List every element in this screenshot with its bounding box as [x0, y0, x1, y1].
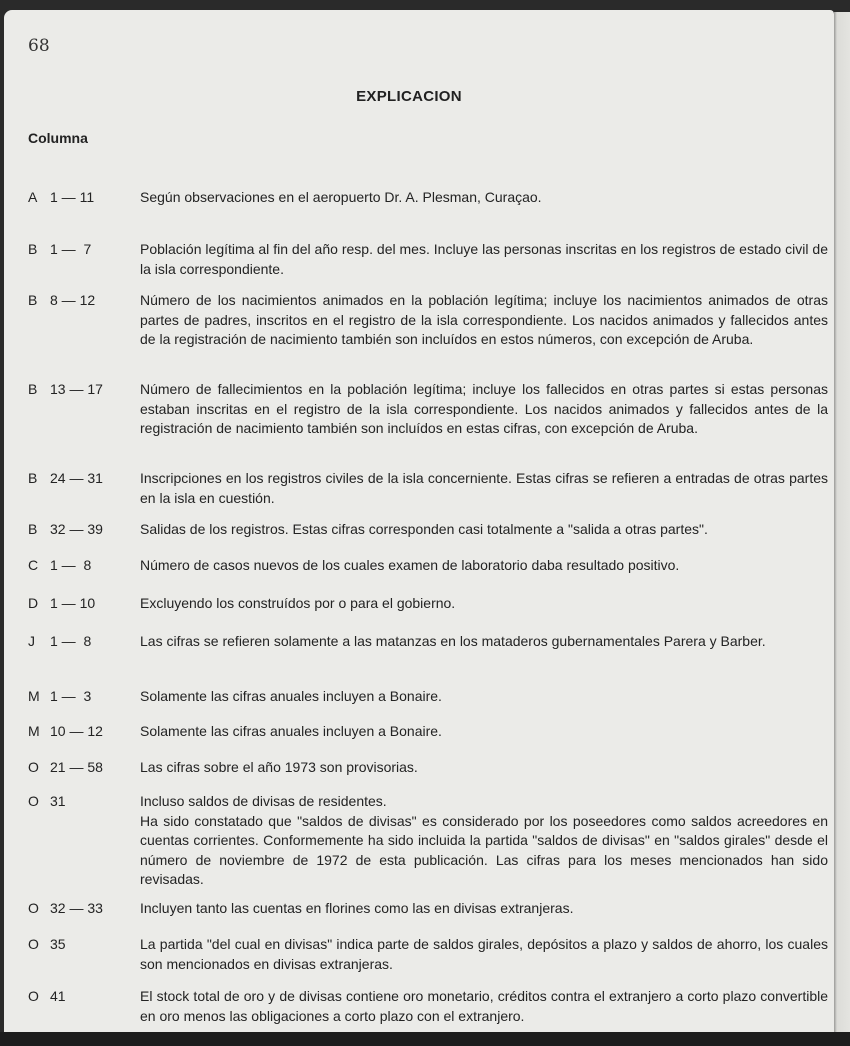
entry-b-8-12: B 8 — 12 Número de los nacimientos animados en la población legítima; incluye los nacimientos animados de otras partes de padres, inscritos en el registro de la isla correspondiente. Los nacidos animados y fallecidos antes de la registración de nacimiento también son incluídos en estos números, con excepción de Aruba. [28, 292, 828, 347]
entry-o-35: O 35 La partida "del cual en divisas" indica parte de saldos girales, depósitos a plazo y saldos de ahorro, los cuales son mencionados en divisas extranjeras. [28, 936, 828, 972]
entry-o-41: O 41 El stock total de oro y de divisas contiene oro monetario, créditos contra el extranjero a corto plazo convertible en oro menos las obligaciones a corto plazo con el extranjero. [28, 988, 828, 1024]
entry-a-1-11: A 1 — 11 Según observaciones en el aeropuerto Dr. A. Plesman, Curaçao. [28, 189, 542, 205]
page-edge [834, 12, 850, 1032]
page-title: EXPLICACION [356, 88, 462, 105]
entry-o-31: O 31 Incluso saldos de divisas de residentes. Ha sido constatado que "saldos de divisas" es considerado por los poseedores como saldos acreedores en cuentas corrientes. Conformemente ha sido incluida la partida "saldos de divisas" en "saldos girales" desde el número de noviembre de 1972 de esta publicación. Las cifras para los meses mencionados han sido revisadas. [28, 793, 828, 887]
entry-b-1-7: B 1 — 7 Población legítima al fin del año resp. del mes. Incluye las personas inscritas en los registros de estado civil de la isla correspondiente. [28, 241, 828, 277]
entry-j-1-8: J 1 — 8 Las cifras se refieren solamente a las matanzas en los mataderos gubernamentales Parera y Barber. [28, 633, 766, 649]
document-page [4, 10, 834, 1032]
entry-m-1-3: M 1 — 3 Solamente las cifras anuales incluyen a Bonaire. [28, 688, 442, 704]
entry-b-24-31: B 24 — 31 Inscripciones en los registros civiles de la isla concerniente. Estas cifras se refieren a entradas de otras partes en la isla en cuestión. [28, 470, 828, 506]
page-number: 68 [28, 36, 50, 56]
entry-c-1-8: C 1 — 8 Número de casos nuevos de los cuales examen de laboratorio daba resultado positivo. [28, 557, 680, 573]
entry-b-13-17: B 13 — 17 Número de fallecimientos en la población legítima; incluye los fallecidos en otras partes si estas personas estaban inscritas en el registro de la isla correspondiente. Los nacidos animados y fallecidos antes de la registración de nacimiento también son incluídos en estas cifras, con excepción de Aruba. [28, 381, 828, 436]
column-header: Columna [28, 130, 88, 146]
entry-b-32-39: B 32 — 39 Salidas de los registros. Estas cifras corresponden casi totalmente a "salida a otras partes". [28, 521, 708, 537]
bottom-shadow [0, 1032, 850, 1046]
entry-o-21-58: O 21 — 58 Las cifras sobre el año 1973 son provisorias. [28, 759, 418, 775]
entry-m-10-12: M 10 — 12 Solamente las cifras anuales incluyen a Bonaire. [28, 723, 442, 739]
entry-d-1-10: D 1 — 10 Excluyendo los construídos por o para el gobierno. [28, 595, 456, 611]
entry-o-32-33: O 32 — 33 Incluyen tanto las cuentas en florines como las en divisas extranjeras. [28, 900, 574, 916]
